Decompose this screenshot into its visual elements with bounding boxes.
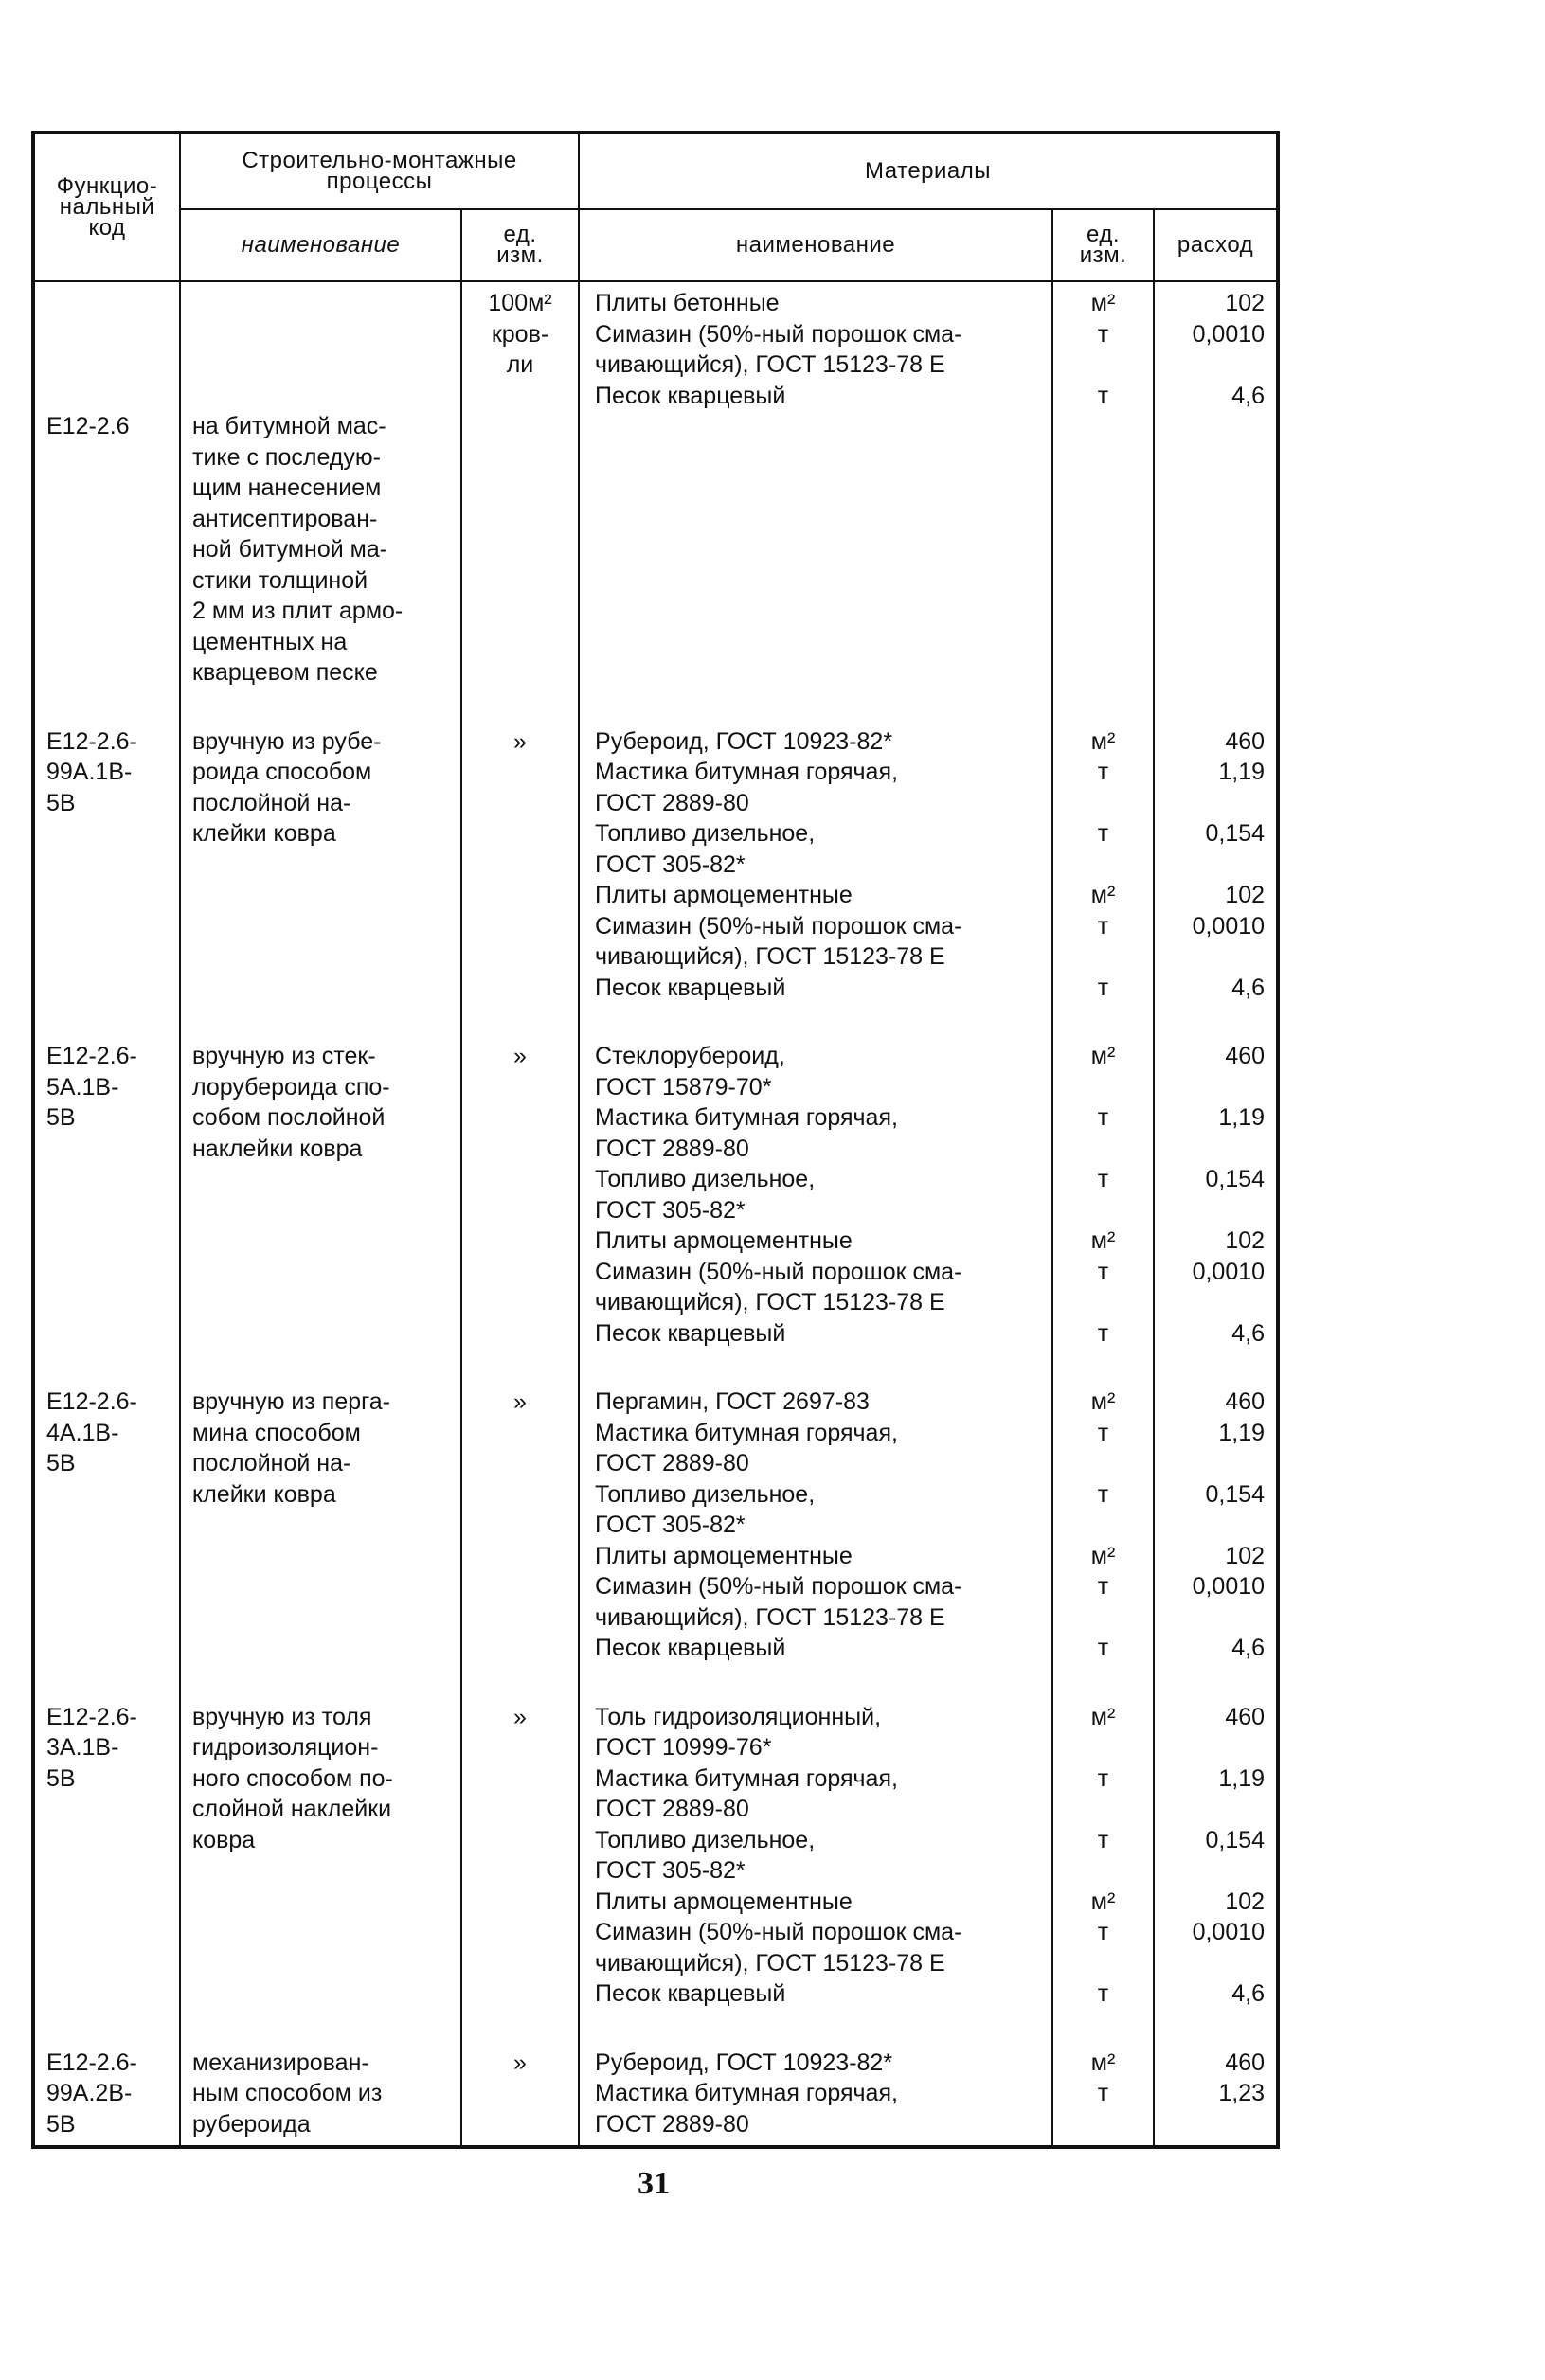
cell-line: щим нанесением (192, 474, 382, 501)
cell-line: т (1097, 382, 1109, 409)
material-cell (579, 1381, 1052, 1696)
cell-line: т (1097, 1826, 1109, 1853)
cell-line: м² (1090, 1888, 1116, 1915)
cell-line: Толь гидроизоляционный, (595, 1703, 882, 1730)
cell-line: т (1097, 1104, 1109, 1131)
cell-line: 4,6 (1231, 1635, 1266, 1661)
cell-line: т (1097, 1980, 1109, 2007)
cell-line: вручную из толя (192, 1703, 372, 1730)
cell-line (1053, 1794, 1153, 1825)
cell-line: Симазин (50%-ный порошок сма- (595, 1573, 962, 1600)
cell-line (1053, 1072, 1153, 1103)
header-process-unit: ед. изм. (461, 209, 579, 281)
cell-line: 460 (1225, 1703, 1266, 1730)
cell-line: т (1097, 1573, 1109, 1600)
cell-line: кров- (491, 320, 549, 348)
cell-line: ГОСТ 2889-80 (595, 1135, 749, 1162)
cell-line: т (1097, 1764, 1109, 1792)
cell-line: 1,23 (1218, 2080, 1266, 2106)
cell-line: Мастика битумная горячая, (595, 1764, 898, 1792)
cell-line (1155, 1855, 1265, 1887)
table-row (33, 1381, 1278, 1696)
cell-line (1155, 1134, 1265, 1165)
cell-line: Топливо дизельное, (595, 1826, 816, 1853)
cell-line: собом послойной (192, 1104, 386, 1131)
cell-line (1053, 850, 1153, 881)
cell-line: м² (1090, 290, 1116, 316)
cell-line: 0,0010 (1192, 1919, 1266, 1945)
cell-line (1053, 1448, 1153, 1479)
process-unit-cell (461, 721, 579, 1036)
cell-line: Топливо дизельное, (595, 1166, 816, 1192)
cell-line: м² (1090, 1043, 1116, 1069)
cell-line: 1,19 (1218, 1104, 1266, 1131)
material-cell (579, 1035, 1052, 1381)
cell-line: 1,19 (1218, 759, 1266, 785)
cell-line (1155, 1072, 1265, 1103)
material-unit-cell (1052, 1696, 1154, 2042)
process-unit-cell (461, 1035, 579, 1381)
cell-line: т (1097, 1258, 1109, 1285)
cell-line (1053, 1855, 1153, 1887)
header-material-unit: ед. изм. (1052, 209, 1154, 281)
cell-line: вручную из стек- (192, 1043, 376, 1069)
cell-line: т (1097, 974, 1109, 1001)
cell-line: вручную из перга- (192, 1388, 390, 1415)
cell-line (1053, 2109, 1153, 2140)
cell-line: послойной на- (192, 1450, 351, 1476)
cell-line (192, 288, 453, 319)
cell-line: ГОСТ 10999-76* (595, 1734, 772, 1761)
cell-line: 102 (1225, 1888, 1266, 1915)
material-cell (579, 1696, 1052, 2042)
material-unit-cell (1052, 1035, 1154, 1381)
cell-line: Пергамин, ГОСТ 2697-83 (595, 1388, 870, 1415)
cell-line (1155, 1794, 1265, 1825)
cell-line: Е12-2.6- (46, 727, 137, 755)
cell-line: ного способом по- (192, 1764, 393, 1792)
cell-line: Плиты армоцементные (595, 1888, 853, 1915)
cell-line: Топливо дизельное, (595, 1480, 816, 1508)
cell-line: 4,6 (1231, 1319, 1266, 1347)
cell-line: Мастика битумная горячая, (595, 1104, 898, 1131)
cell-line: Песок кварцевый (595, 382, 786, 409)
material-cell (579, 721, 1052, 1036)
cell-line (1155, 1287, 1265, 1318)
cell-line (46, 381, 179, 412)
process-cell (180, 721, 461, 1036)
cell-line: м² (1090, 2049, 1116, 2076)
cell-line: Плиты армоцементные (595, 1542, 853, 1569)
cell-line: т (1097, 820, 1109, 847)
cell-line (46, 319, 179, 350)
cell-line: чивающийся), ГОСТ 15123-78 Е (595, 1603, 945, 1631)
cell-line: ГОСТ 15879-70* (595, 1073, 772, 1101)
cell-line (46, 349, 179, 381)
cell-line: ГОСТ 2889-80 (595, 1450, 749, 1476)
cell-line: ГОСТ 305-82* (595, 850, 746, 878)
cell-line: 102 (1225, 290, 1266, 316)
cell-line: 1,19 (1218, 1764, 1266, 1792)
document-page (31, 131, 1276, 2149)
material-qty-cell (1154, 1035, 1278, 1381)
cell-line: 102 (1225, 882, 1266, 908)
cell-line: м² (1090, 1388, 1116, 1415)
page-number: 31 (638, 2166, 670, 2201)
cell-line: 99А.2В- (46, 2080, 133, 2106)
material-qty-cell (1154, 2042, 1278, 2148)
cell-line: гидроизоляцион- (192, 1734, 379, 1761)
cell-line: 0,0010 (1192, 320, 1266, 348)
cell-line: 5А.1В- (46, 1073, 119, 1101)
table-row (33, 2042, 1278, 2148)
process-unit-cell (461, 1696, 579, 2042)
cell-line: Симазин (50%-ный порошок сма- (595, 1258, 962, 1285)
cell-line (1155, 1448, 1265, 1479)
cell-line (1053, 941, 1153, 973)
cell-line: ГОСТ 305-82* (595, 1857, 746, 1884)
table-row (33, 721, 1278, 1036)
cell-line: т (1097, 1419, 1109, 1446)
cell-line: антисептирован- (192, 505, 378, 532)
cell-line: 99А.1В- (46, 759, 133, 785)
cell-line: чивающийся), ГОСТ 15123-78 Е (595, 1949, 945, 1977)
cell-line: т (1097, 1919, 1109, 1945)
cell-line (1155, 349, 1265, 381)
cell-line (1053, 1510, 1153, 1541)
cell-line: Е12-2.6- (46, 1703, 137, 1730)
cell-line: 5В (46, 2110, 76, 2138)
cell-line (1053, 349, 1153, 381)
cell-line: т (1097, 320, 1109, 348)
cell-line: Мастика битумная горячая, (595, 2080, 898, 2106)
cell-line: клейки ковра (192, 1480, 336, 1508)
cell-line: Симазин (50%-ный порошок сма- (595, 320, 962, 348)
cell-line (192, 349, 453, 381)
cell-line: 460 (1225, 1043, 1266, 1069)
cell-line: » (513, 1703, 527, 1730)
cell-line: 0,0010 (1192, 1258, 1266, 1285)
cell-line: 1,19 (1218, 1419, 1266, 1446)
cell-line: » (513, 727, 527, 755)
cell-line: Е12-2.6- (46, 2049, 137, 2076)
cell-line: 0,154 (1205, 1166, 1266, 1192)
header-process-name: наименование (180, 209, 461, 281)
process-cell (180, 1381, 461, 1696)
cell-line: Мастика битумная горячая, (595, 1419, 898, 1446)
process-unit-cell (461, 281, 579, 721)
cell-line: ГОСТ 2889-80 (595, 789, 749, 816)
cell-line: 5В (46, 1450, 76, 1476)
cell-line: » (513, 1043, 527, 1069)
cell-line: 102 (1225, 1542, 1266, 1569)
cell-line: т (1097, 2080, 1109, 2106)
cell-line: Е12-2.6 (46, 413, 130, 439)
cell-line: клейки ковра (192, 820, 336, 847)
cell-line: цементных на (192, 628, 348, 655)
code-cell (33, 721, 180, 1036)
cell-line: наклейки ковра (192, 1135, 363, 1162)
cell-line: т (1097, 759, 1109, 785)
cell-line: 4,6 (1231, 974, 1266, 1001)
process-cell (180, 1035, 461, 1381)
cell-line (1155, 850, 1265, 881)
cell-line: 100м² (488, 290, 552, 316)
cell-line: м² (1090, 1703, 1116, 1730)
cell-line: чивающийся), ГОСТ 15123-78 Е (595, 351, 945, 378)
table-row (33, 281, 1278, 721)
cell-line: кварцевом песке (192, 659, 378, 686)
cell-line: ковра (192, 1826, 256, 1853)
header-code: Функцио- нальный код (33, 133, 180, 281)
cell-line: 5В (46, 1104, 76, 1131)
material-unit-cell (1052, 721, 1154, 1036)
cell-line: Плиты армоцементные (595, 1227, 853, 1254)
cell-line (1053, 1948, 1153, 1979)
material-unit-cell (1052, 281, 1154, 721)
material-cell (579, 281, 1052, 721)
cell-line: Плиты бетонные (595, 290, 780, 316)
cell-line (1053, 1287, 1153, 1318)
cell-line (1155, 1948, 1265, 1979)
cell-line (192, 381, 453, 412)
cell-line (1155, 1732, 1265, 1763)
cell-line: т (1097, 1480, 1109, 1508)
cell-line: Топливо дизельное, (595, 820, 816, 847)
cell-line: т (1097, 1166, 1109, 1192)
cell-line: м² (1090, 1227, 1116, 1254)
cell-line: ным способом из (192, 2080, 383, 2106)
material-qty-cell (1154, 1696, 1278, 2042)
cell-line: Е12-2.6- (46, 1043, 137, 1069)
table-row (33, 1035, 1278, 1381)
code-cell (33, 2042, 180, 2148)
cell-line: ли (506, 351, 534, 378)
cell-line: 102 (1225, 1227, 1266, 1254)
cell-line (192, 319, 453, 350)
material-cell (579, 2042, 1052, 2148)
cell-line: Е12-2.6- (46, 1388, 137, 1415)
cell-line (1155, 2109, 1265, 2140)
cell-line: т (1097, 1319, 1109, 1347)
material-unit-cell (1052, 1381, 1154, 1696)
cell-line: Стеклорубероид, (595, 1043, 785, 1069)
cell-line: 5В (46, 1764, 76, 1792)
process-cell (180, 281, 461, 721)
cell-line: 460 (1225, 2049, 1266, 2076)
cell-line: м² (1090, 727, 1116, 755)
cell-line (1053, 1732, 1153, 1763)
cell-line: Песок кварцевый (595, 1319, 786, 1347)
cell-line: Мастика битумная горячая, (595, 759, 898, 785)
process-cell (180, 1696, 461, 2042)
code-cell (33, 281, 180, 721)
cell-line: Песок кварцевый (595, 1635, 786, 1661)
material-qty-cell (1154, 1381, 1278, 1696)
cell-line: послойной на- (192, 789, 351, 816)
cell-line: на битумной мас- (192, 413, 386, 439)
cell-line (1155, 1510, 1265, 1541)
cell-line: 0,154 (1205, 1480, 1266, 1508)
cell-line: рубероида (192, 2110, 311, 2138)
cell-line: вручную из рубе- (192, 727, 382, 755)
cell-line: 0,154 (1205, 1826, 1266, 1853)
cell-line: » (513, 1388, 527, 1415)
code-cell (33, 1696, 180, 2042)
cell-line: Плиты армоцементные (595, 882, 853, 908)
cell-line: тике с последую- (192, 443, 381, 471)
cell-line: Симазин (50%-ный порошок сма- (595, 1919, 962, 1945)
cell-line: Симазин (50%-ный порошок сма- (595, 912, 962, 939)
cell-line: Рубероид, ГОСТ 10923-82* (595, 2049, 893, 2076)
cell-line: ГОСТ 305-82* (595, 1196, 746, 1224)
cell-line: ГОСТ 305-82* (595, 1512, 746, 1538)
code-cell (33, 1381, 180, 1696)
header-material-qty: расход (1154, 209, 1278, 281)
header-material-name: наименование (579, 209, 1052, 281)
cell-line: 0,154 (1205, 820, 1266, 847)
cell-line: Песок кварцевый (595, 1980, 786, 2007)
process-unit-cell (461, 1381, 579, 1696)
cell-line: 0,0010 (1192, 1573, 1266, 1600)
cell-line: мина способом (192, 1419, 361, 1446)
cell-line: т (1097, 1635, 1109, 1661)
cell-line (1155, 1195, 1265, 1226)
cell-line: » (513, 2049, 527, 2076)
cell-line: 4,6 (1231, 1980, 1266, 2007)
cell-line: 4,6 (1231, 382, 1266, 409)
table-row (33, 1696, 1278, 2042)
cell-line: ГОСТ 2889-80 (595, 1796, 749, 1822)
code-cell (33, 1035, 180, 1381)
cell-line: м² (1090, 1542, 1116, 1569)
cell-line: стики толщиной (192, 566, 368, 594)
cell-line (1053, 1602, 1153, 1634)
cell-line (1053, 1195, 1153, 1226)
cell-line: 460 (1225, 727, 1266, 755)
cell-line: 4А.1В- (46, 1419, 119, 1446)
material-unit-cell (1052, 2042, 1154, 2148)
cell-line: м² (1090, 882, 1116, 908)
cell-line: лорубероида спо- (192, 1073, 390, 1101)
materials-table (31, 131, 1280, 2149)
cell-line (1155, 788, 1265, 819)
cell-line: чивающийся), ГОСТ 15123-78 Е (595, 1289, 945, 1315)
cell-line: слойной наклейки (192, 1796, 392, 1822)
cell-line: 2 мм из плит армо- (192, 598, 404, 624)
cell-line: 3А.1В- (46, 1734, 119, 1761)
cell-line (1053, 1134, 1153, 1165)
header-processes: Строительно-монтажные процессы (180, 133, 579, 209)
cell-line: 0,0010 (1192, 912, 1266, 939)
cell-line: Песок кварцевый (595, 974, 786, 1001)
cell-line: 460 (1225, 1388, 1266, 1415)
cell-line: механизирован- (192, 2049, 369, 2076)
cell-line (1155, 941, 1265, 973)
process-cell (180, 2042, 461, 2148)
cell-line: чивающийся), ГОСТ 15123-78 Е (595, 943, 945, 970)
process-unit-cell (461, 2042, 579, 2148)
cell-line (46, 288, 179, 319)
header-materials: Материалы (579, 133, 1278, 209)
cell-line: ГОСТ 2889-80 (595, 2110, 749, 2138)
material-qty-cell (1154, 721, 1278, 1036)
material-qty-cell (1154, 281, 1278, 721)
cell-line: роида способом (192, 759, 372, 785)
cell-line: Рубероид, ГОСТ 10923-82* (595, 727, 893, 755)
cell-line (1053, 788, 1153, 819)
cell-line: т (1097, 912, 1109, 939)
cell-line: ной битумной ма- (192, 536, 388, 563)
cell-line: 5В (46, 789, 76, 816)
cell-line (1155, 1602, 1265, 1634)
